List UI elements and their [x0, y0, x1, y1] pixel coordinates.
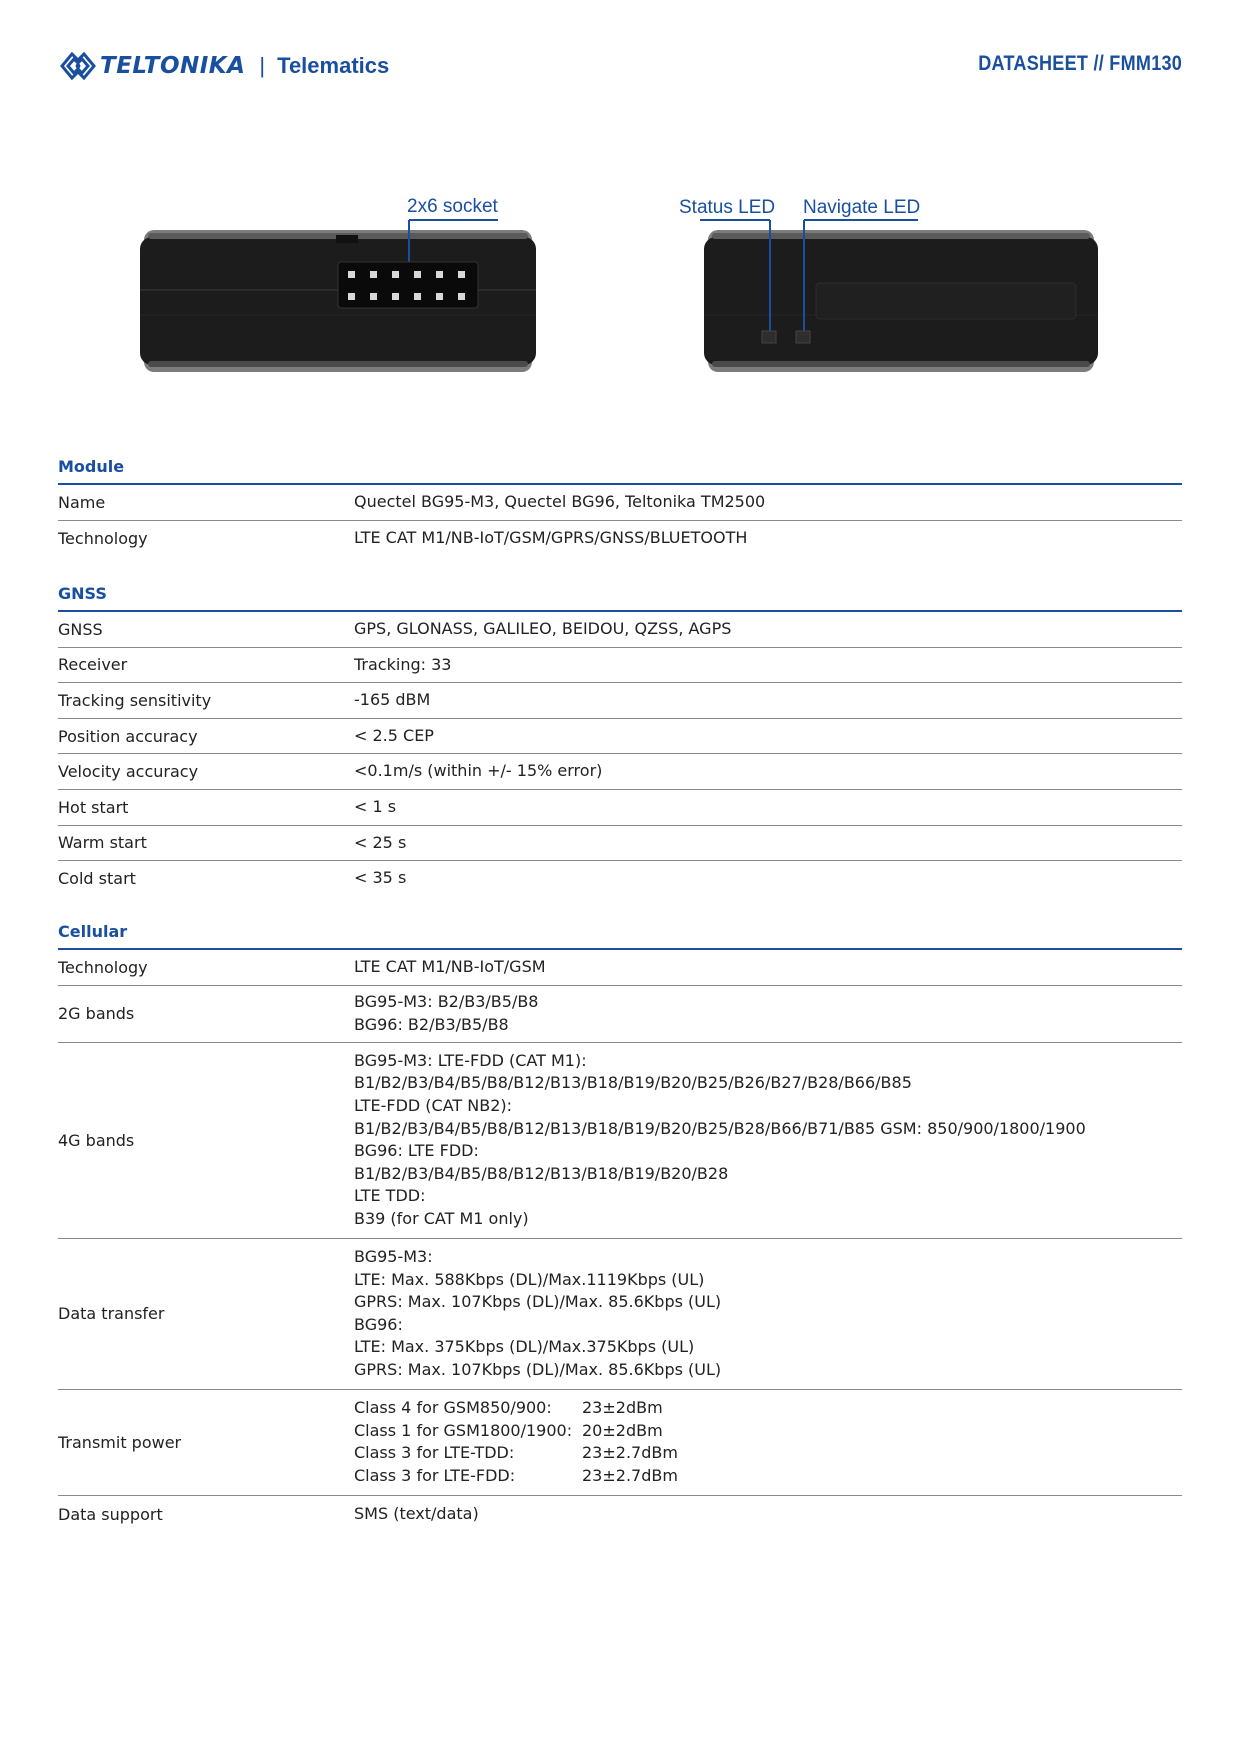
power-value: 23±2dBm — [582, 1398, 663, 1418]
page-header — [58, 44, 1182, 88]
spec-value: -165 dBM — [354, 690, 431, 710]
gnss-section — [58, 582, 1182, 896]
table-row — [58, 485, 1182, 521]
spec-key: 2G bands — [58, 1004, 135, 1024]
spec-value: < 1 s — [354, 796, 397, 816]
table-row — [58, 648, 1182, 684]
spec-key: Cold start — [58, 868, 136, 888]
spec-line: B39 (for CAT M1 only) — [354, 1209, 529, 1229]
table-row — [58, 1239, 1182, 1390]
power-value: 23±2.7dBm — [582, 1465, 678, 1485]
spec-key: Receiver — [58, 655, 128, 675]
table-row — [58, 719, 1182, 755]
navigate-led-label: Navigate LED — [803, 197, 921, 218]
power-class: Class 3 for LTE-FDD: — [354, 1465, 516, 1485]
spec-value — [354, 1043, 1182, 1238]
spec-value — [354, 1239, 1182, 1389]
spec-value: Quectel BG95-M3, Quectel BG96, Teltonika TM2500 — [354, 492, 766, 512]
brand-subtitle: Telematics — [277, 53, 390, 78]
spec-value: < 35 s — [354, 868, 407, 888]
power-class: Class 4 for GSM850/900: — [354, 1398, 552, 1418]
spec-value — [354, 1390, 1182, 1495]
teltonika-mark-icon — [58, 46, 98, 86]
document-label: DATASHEET // FMM130 — [978, 52, 1182, 75]
power-class: Class 3 for LTE-TDD: — [354, 1443, 515, 1463]
brand-name: TELTONIKA — [100, 53, 246, 79]
table-row — [58, 826, 1182, 862]
spec-value: GPS, GLONASS, GALILEO, BEIDOU, QZSS, AGPS — [354, 619, 732, 638]
spec-line: BG96: B2/B3/B5/B8 — [354, 1014, 509, 1034]
spec-line: B1/B2/B3/B4/B5/B8/B12/B13/B18/B19/B20/B25/B26/B27/B28/B66/B85 — [354, 1073, 912, 1093]
spec-key: Transmit power — [58, 1432, 182, 1452]
spec-key: Hot start — [58, 797, 129, 817]
status-led-label: Status LED — [679, 197, 776, 218]
spec-key: Data support — [58, 1505, 163, 1525]
spec-line: LTE-FDD (CAT NB2): — [354, 1096, 513, 1116]
table-row — [58, 521, 1182, 556]
section-title-cellular: Cellular — [58, 920, 1182, 950]
spec-line: LTE: Max. 375Kbps (DL)/Max.375Kbps (UL) — [354, 1337, 695, 1357]
spec-key: Technology — [58, 957, 148, 977]
spec-value: < 25 s — [354, 832, 407, 852]
spec-key: Velocity accuracy — [58, 762, 199, 782]
spec-line: BG96: LTE FDD: — [354, 1141, 479, 1161]
spec-line: BG95-M3: — [354, 1246, 433, 1266]
spec-value: < 2.5 CEP — [354, 725, 434, 745]
spec-value: SMS (text/data) — [354, 1504, 479, 1524]
table-row — [58, 1043, 1182, 1239]
spec-line: B1/B2/B3/B4/B5/B8/B12/B13/B18/B19/B20/B28 — [354, 1163, 729, 1183]
socket-label: 2x6 socket — [407, 196, 498, 217]
table-row — [58, 1496, 1182, 1534]
device-led-view — [700, 195, 1100, 380]
spec-line: GPRS: Max. 107Kbps (DL)/Max. 85.6Kbps (UL) — [354, 1359, 722, 1379]
spec-key: Tracking sensitivity — [58, 690, 212, 710]
spec-key: Position accuracy — [58, 726, 198, 746]
spec-value — [354, 986, 1182, 1042]
table-row — [58, 612, 1182, 648]
table-row — [58, 950, 1182, 986]
teltonika-logo — [58, 44, 389, 88]
spec-line: LTE: Max. 588Kbps (DL)/Max.1119Kbps (UL) — [354, 1269, 705, 1289]
transmit-power-line — [354, 1442, 1182, 1465]
transmit-power-line — [354, 1465, 1182, 1488]
transmit-power-line — [354, 1420, 1182, 1443]
power-class: Class 1 for GSM1800/1900: — [354, 1420, 573, 1440]
section-title-module: Module — [58, 455, 1182, 485]
spec-line: BG95-M3: LTE-FDD (CAT M1): — [354, 1050, 587, 1070]
table-row — [58, 754, 1182, 790]
spec-key: Name — [58, 493, 106, 512]
spec-line: LTE TDD: — [354, 1186, 426, 1206]
power-value: 20±2dBm — [582, 1420, 663, 1440]
spec-line: BG96: — [354, 1314, 403, 1334]
spec-line: BG95-M3: B2/B3/B5/B8 — [354, 992, 539, 1012]
spec-line: B1/B2/B3/B4/B5/B8/B12/B13/B18/B19/B20/B25/B28/B66/B71/B85 GSM: 850/900/1800/1900 — [354, 1118, 1086, 1138]
spec-line: GPRS: Max. 107Kbps (DL)/Max. 85.6Kbps (UL) — [354, 1292, 722, 1312]
spec-value: LTE CAT M1/NB-IoT/GSM/GPRS/GNSS/BLUETOOTH — [354, 528, 748, 548]
spec-key: Data transfer — [58, 1304, 165, 1324]
device-socket-view — [138, 195, 538, 380]
power-value: 23±2.7dBm — [582, 1443, 678, 1463]
status-led-icon — [762, 331, 776, 343]
brand-separator: | — [259, 53, 266, 78]
spec-key: Technology — [58, 529, 148, 548]
transmit-power-line — [354, 1397, 1182, 1420]
table-row — [58, 861, 1182, 896]
spec-key: 4G bands — [58, 1130, 135, 1150]
specifications — [58, 455, 1182, 1534]
table-row — [58, 683, 1182, 719]
table-row — [58, 986, 1182, 1043]
navigate-led-icon — [796, 331, 810, 343]
table-row — [58, 1390, 1182, 1496]
spec-value: LTE CAT M1/NB-IoT/GSM — [354, 956, 546, 976]
module-section — [58, 455, 1182, 556]
cellular-section — [58, 920, 1182, 1534]
spec-key: Warm start — [58, 833, 147, 853]
2x6-socket-icon — [338, 262, 478, 308]
spec-key: GNSS — [58, 619, 103, 639]
table-row — [58, 790, 1182, 826]
section-title-gnss: GNSS — [58, 582, 1182, 612]
spec-value: <0.1m/s (within +/- 15% error) — [354, 761, 603, 781]
spec-value: Tracking: 33 — [354, 654, 452, 674]
